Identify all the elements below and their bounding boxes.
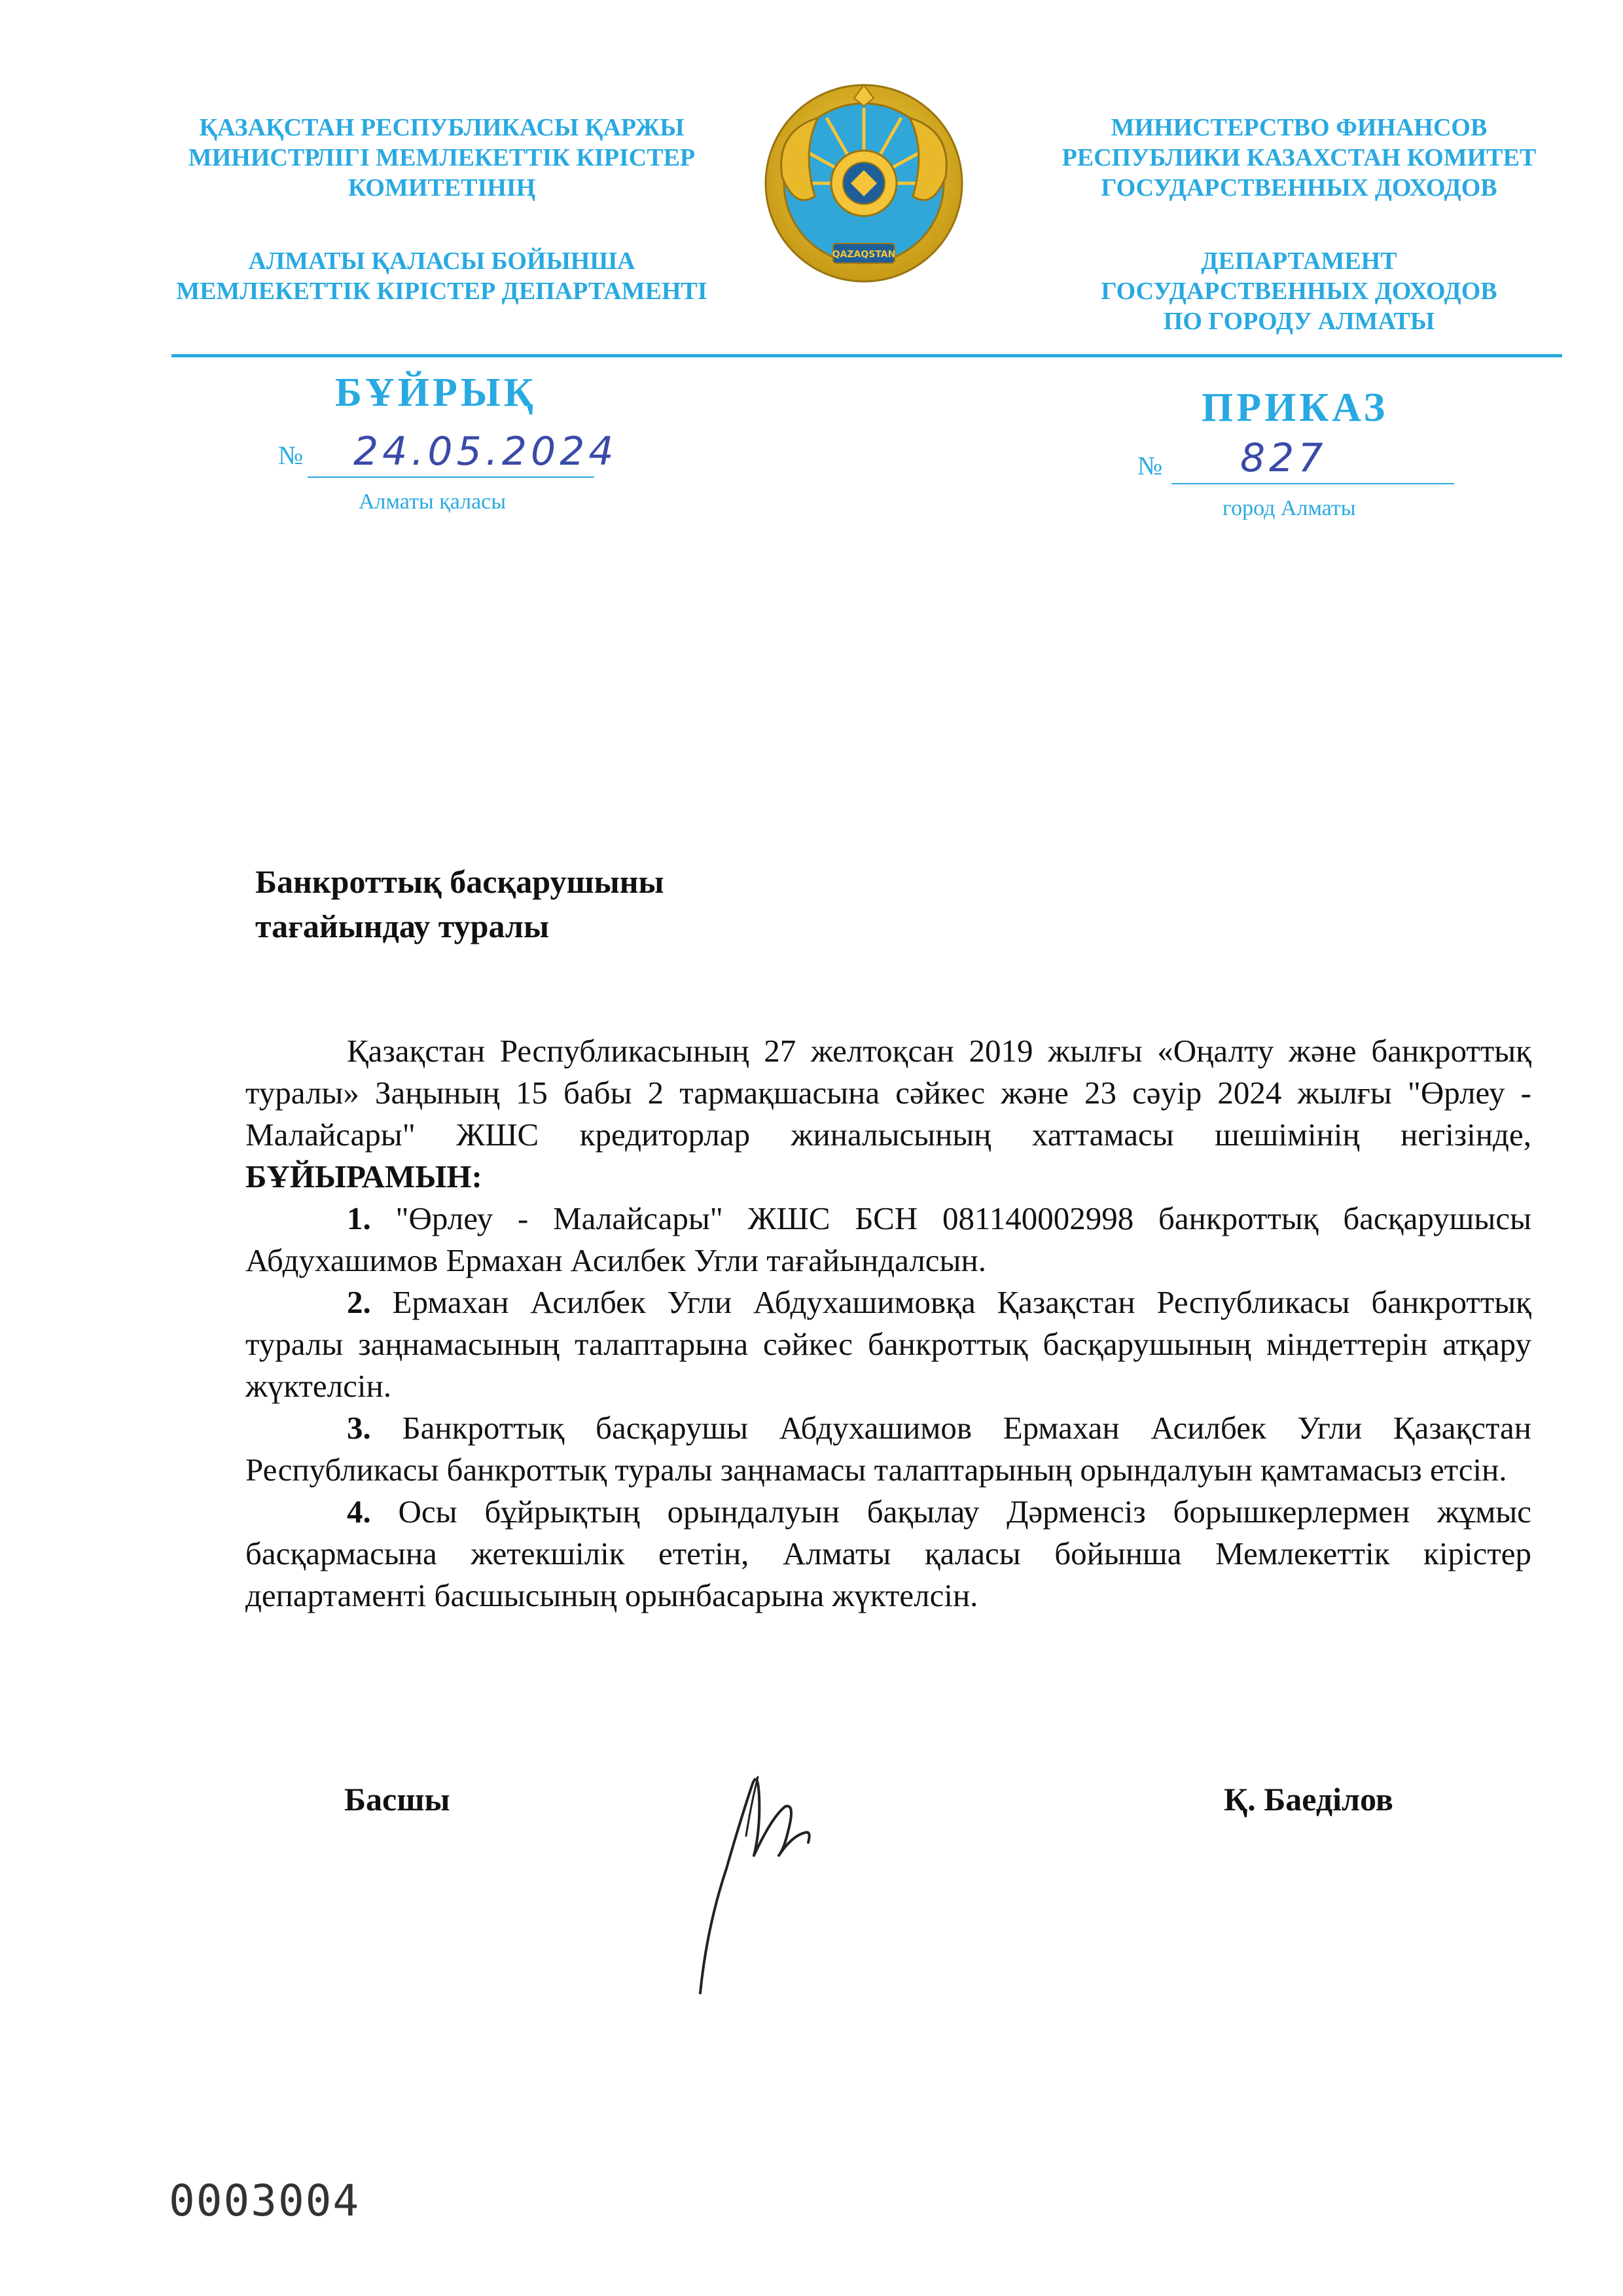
date-underline	[308, 476, 594, 478]
order-title-kz: БҰЙРЫҚ	[335, 370, 537, 415]
order-item-1: 1. "Өрлеу - Малайсары" ЖШС БСН 081140002998 банкроттық басқарушысы Абдухашимов Ермахан Асилбек Угли тағайындалсын.	[245, 1200, 1532, 1278]
state-emblem-icon	[756, 79, 972, 295]
preamble-paragraph: Қазақстан Республикасының 27 желтоқсан 2019 жылғы «Оңалту және банкроттық туралы» Заңының 15 бабы 2 тармақшасына сәйкес және 23 сәуір 2024 жылғы "Өрлеу - Малайсары" ЖШС кредиторлар жиналысының хаттамасы шешімінің негізінде, БҰЙЫРАМЫН:	[245, 1033, 1531, 1194]
header-line: ГОСУДАРСТВЕННЫХ ДОХОДОВ	[1101, 278, 1497, 305]
signer-role: Басшы	[344, 1781, 450, 1818]
emblem-text: QAZAQSTAN	[832, 249, 896, 260]
number-underline	[1171, 483, 1454, 484]
handwritten-date: 24.05.2024	[353, 429, 618, 475]
header-line: РЕСПУБЛИКИ КАЗАХСТАН КОМИТЕТ	[1061, 144, 1537, 171]
handwritten-number: 827	[1240, 435, 1327, 481]
document-serial-number: 0003004	[169, 2176, 361, 2226]
header-line: ПО ГОРОДУ АЛМАТЫ	[1163, 308, 1435, 335]
subject-line: тағайындау туралы	[255, 908, 550, 944]
number-sign-right: №	[1137, 451, 1163, 480]
handwritten-signature-icon	[681, 1757, 844, 2000]
header-divider	[171, 354, 1562, 357]
city-ru: город Алматы	[1222, 496, 1356, 520]
header-right-ru	[1047, 113, 1551, 336]
order-item-4: 4. Осы бұйрықтың орындалуын бақылау Дәрменсіз борышкерлермен жұмыс басқармасына жетекшілік ететін, Алматы қаласы бойынша Мемлекеттік кірістер департаменті басшысының орынбасарына жүктелсін.	[245, 1494, 1532, 1613]
header-line: МИНИСТРЛІГІ МЕМЛЕКЕТТІК КІРІСТЕР	[188, 144, 696, 171]
header-line: ДЕПАРТАМЕНТ	[1201, 247, 1397, 275]
order-item-2: 2. Ермахан Асилбек Угли Абдухашимовқа Қазақстан Республикасы банкроттық туралы заңнамасының талаптарына сәйкес банкроттық басқарушының міндеттерін атқару жүктелсін.	[245, 1284, 1531, 1404]
header-line: ҚАЗАҚСТАН РЕСПУБЛИКАСЫ ҚАРЖЫ	[199, 114, 685, 141]
order-title-ru: ПРИКАЗ	[1202, 386, 1389, 430]
subject-line: Банкроттық басқарушыны	[255, 863, 664, 900]
header-line: КОМИТЕТІНІҢ	[348, 174, 536, 202]
subject-heading	[255, 859, 664, 948]
header-line: МЕМЛЕКЕТТІК КІРІСТЕР ДЕПАРТАМЕНТІ	[176, 278, 707, 305]
number-sign-left: №	[278, 440, 304, 470]
signer-name: Қ. Баеділов	[1224, 1781, 1393, 1818]
order-item-3: 3. Банкроттық басқарушы Абдухашимов Ермахан Асилбек Угли Қазақстан Республикасы банкроттық туралы заңнамасы талаптарының орындалуын қамтамасыз етсін.	[245, 1410, 1531, 1488]
header-left-kz	[164, 113, 720, 306]
decree-word: БҰЙЫРАМЫН:	[245, 1158, 482, 1194]
header-line: ГОСУДАРСТВЕННЫХ ДОХОДОВ	[1101, 174, 1497, 202]
header-line: АЛМАТЫ ҚАЛАСЫ БОЙЫНША	[248, 247, 635, 275]
order-body	[245, 1030, 1531, 1617]
city-kz: Алматы қаласы	[359, 490, 507, 514]
header-line: МИНИСТЕРСТВО ФИНАНСОВ	[1111, 114, 1488, 141]
